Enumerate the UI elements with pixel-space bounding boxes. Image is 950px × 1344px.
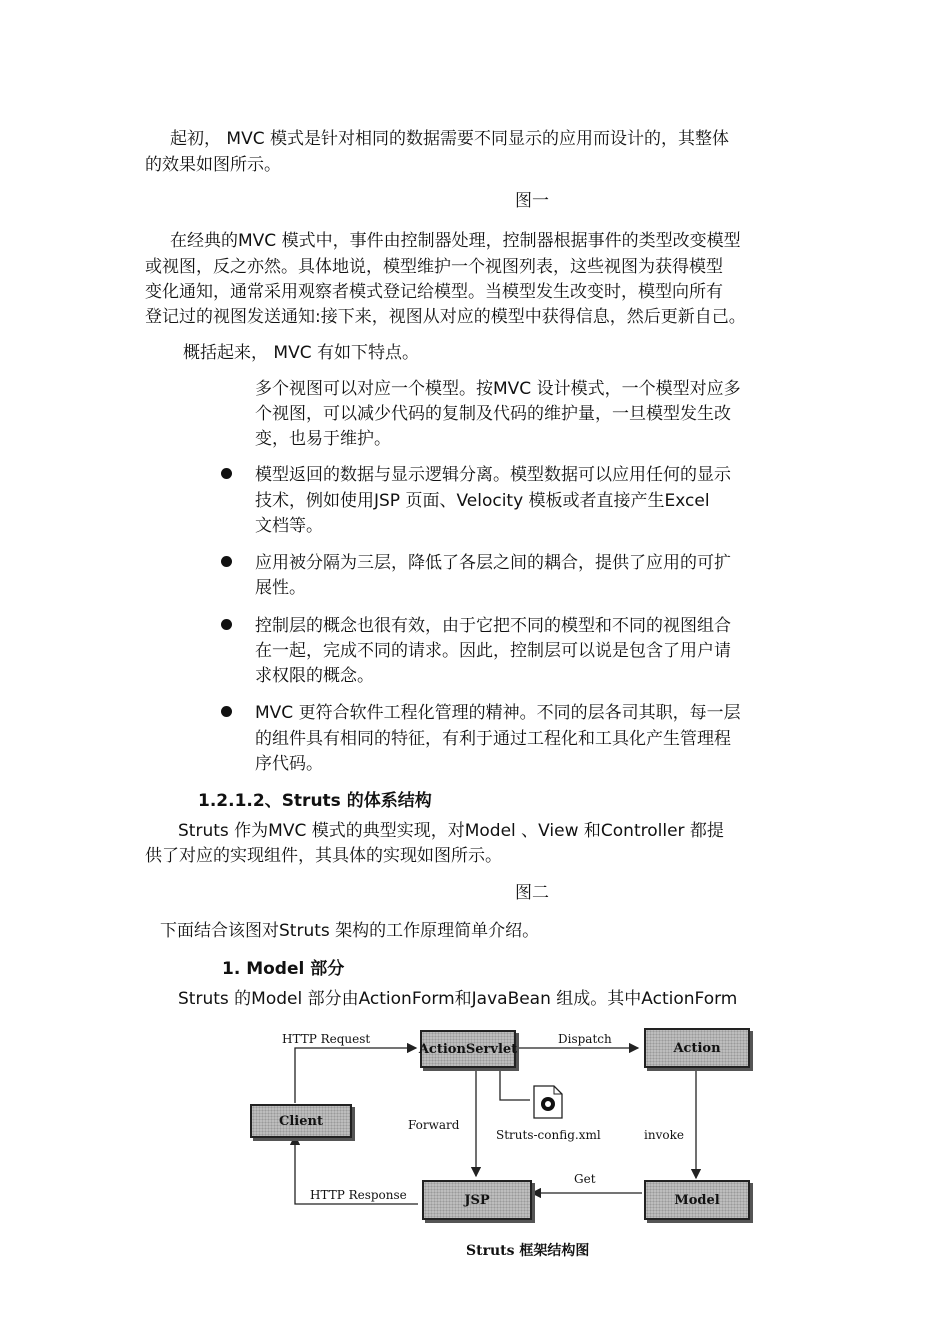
config-file-label: Struts-config.xml <box>496 1128 601 1142</box>
model-box: Model <box>644 1180 750 1220</box>
http-request-label: HTTP Request <box>282 1032 371 1046</box>
para3-line2: 供了对应的实现组件，其具体的实现如图所示。 <box>145 846 502 866</box>
item2-line2: 技术，例如使用JSP 页面、Velocity 模板或者直接产生Excel <box>255 491 710 511</box>
para1-line2: 的效果如图所示。 <box>145 155 281 175</box>
action-servlet-box: ActionServlet <box>420 1030 516 1068</box>
forward-label: Forward <box>408 1118 460 1132</box>
diagram-caption: Struts 框架结构图 <box>466 1243 590 1259</box>
para1-line1: 起初， MVC 模式是针对相同的数据需要不同显示的应用而设计的，其整体 <box>170 129 729 149</box>
item3-line2: 展性。 <box>255 578 306 598</box>
summary-line: 概括起来， MVC 有如下特点。 <box>183 343 419 363</box>
invoke-label: invoke <box>644 1128 684 1142</box>
item4-line3: 求权限的概念。 <box>255 666 374 686</box>
item2-line1: 模型返回的数据与显示逻辑分离。模型数据可以应用任何的显示 <box>255 465 731 485</box>
bullet-icon <box>221 468 232 479</box>
para2-line4: 登记过的视图发送通知:接下来，视图从对应的模型中获得信息，然后更新自己。 <box>145 307 746 327</box>
figure1-label: 图一 <box>515 191 549 211</box>
sub-heading: 1. Model 部分 <box>222 959 345 979</box>
document-icon <box>534 1086 562 1118</box>
http-request-arrow <box>295 1048 416 1103</box>
bullet-icon <box>221 706 232 717</box>
action-box: Action <box>644 1028 750 1068</box>
struts-diagram <box>240 1018 760 1268</box>
dispatch-label: Dispatch <box>558 1032 612 1046</box>
http-response-label: HTTP Response <box>310 1188 407 1202</box>
item3-line1: 应用被分隔为三层，降低了各层之间的耦合，提供了应用的可扩 <box>255 553 731 573</box>
para5: Struts 的Model 部分由ActionForm和JavaBean 组成。其中ActionForm <box>178 989 738 1009</box>
item1-line3: 变，也易于维护。 <box>255 429 391 449</box>
item1-line2: 个视图，可以减少代码的复制及代码的维护量，一旦模型发生改 <box>255 404 731 424</box>
item5-line1: MVC 更符合软件工程化管理的精神。不同的层各司其职，每一层 <box>255 703 741 723</box>
para3-line1: Struts 作为MVC 模式的典型实现，对Model 、View 和Controller 都提 <box>178 821 724 841</box>
item5-line3: 序代码。 <box>255 754 323 774</box>
figure2-label: 图二 <box>515 883 549 903</box>
para4: 下面结合该图对Struts 架构的工作原理简单介绍。 <box>160 921 540 941</box>
item4-line2: 在一起，完成不同的请求。因此，控制层可以说是包含了用户请 <box>255 641 731 661</box>
section-heading: 1.2.1.2、Struts 的体系结构 <box>198 791 432 811</box>
para2-line3: 变化通知，通常采用观察者模式登记给模型。当模型发生改变时，模型向所有 <box>145 282 723 302</box>
para2-line1: 在经典的MVC 模式中，事件由控制器处理，控制器根据事件的类型改变模型 <box>170 231 741 251</box>
bullet-icon <box>221 556 232 567</box>
item2-line3: 文档等。 <box>255 516 323 536</box>
client-box: Client <box>250 1104 352 1138</box>
item4-line1: 控制层的概念也很有效，由于它把不同的模型和不同的视图组合 <box>255 616 731 636</box>
jsp-box: JSP <box>422 1180 532 1220</box>
item1-line1: 多个视图可以对应一个模型。按MVC 设计模式，一个模型对应多 <box>255 379 741 399</box>
bullet-icon <box>221 619 232 630</box>
para2-line2: 或视图，反之亦然。具体地说，模型维护一个视图列表，这些视图为获得模型 <box>145 257 723 277</box>
get-label: Get <box>574 1172 596 1186</box>
item5-line2: 的组件具有相同的特征，有利于通过工程化和工具化产生管理程 <box>255 729 731 749</box>
config-link <box>500 1066 530 1100</box>
